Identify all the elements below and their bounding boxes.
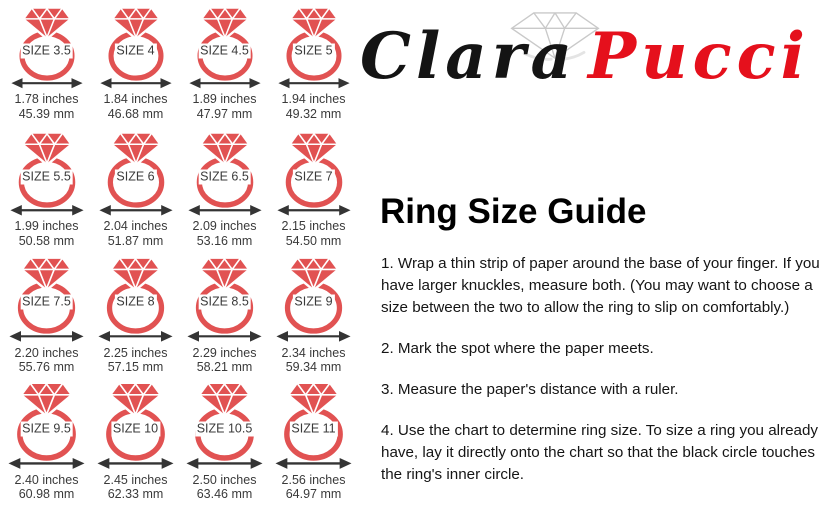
brand-name-clara: Clara bbox=[360, 19, 577, 94]
ring-diameter-mm: 59.34 mm bbox=[285, 360, 342, 374]
ring-graphic bbox=[8, 255, 85, 345]
ring-graphic bbox=[185, 380, 264, 472]
diamond-icon bbox=[201, 384, 248, 415]
ring-measurements bbox=[193, 346, 257, 375]
diamond-icon bbox=[113, 134, 159, 163]
ring-diameter-inches: 1.94 inches bbox=[281, 92, 346, 107]
ring-graphic bbox=[274, 380, 353, 472]
ring-measurements bbox=[104, 92, 168, 121]
diamond-icon bbox=[113, 9, 157, 38]
diamond-icon bbox=[291, 134, 337, 163]
ring-diameter-mm: 51.87 mm bbox=[107, 233, 164, 248]
ring-graphic bbox=[187, 130, 263, 218]
ring-size-cell bbox=[91, 380, 180, 505]
brand-name-pucci: Pucci bbox=[588, 19, 810, 94]
ring-diameter-inches: 1.84 inches bbox=[103, 92, 168, 107]
ring-measurements bbox=[15, 473, 79, 502]
diamond-icon bbox=[202, 9, 246, 38]
ring-size-label: SIZE 10 bbox=[112, 421, 159, 436]
ring-measurements bbox=[15, 92, 79, 121]
page-title: Ring Size Guide bbox=[380, 192, 647, 231]
ring-graphic bbox=[277, 5, 351, 91]
ring-size-cell bbox=[2, 5, 91, 130]
ring-size-cell bbox=[2, 380, 91, 505]
ring-size-label: SIZE 9 bbox=[294, 294, 333, 309]
ring-size-label: SIZE 3.5 bbox=[22, 43, 71, 58]
ring-size-label: SIZE 6.5 bbox=[200, 169, 249, 184]
diamond-icon bbox=[24, 134, 70, 163]
ring-graphic bbox=[96, 380, 175, 472]
ring-size-label: SIZE 10.5 bbox=[196, 421, 253, 436]
ring-measurements bbox=[282, 473, 346, 502]
diamond-icon bbox=[23, 384, 70, 415]
diamond-icon bbox=[202, 134, 248, 163]
ring-measurements bbox=[282, 346, 346, 375]
ring-diameter-mm: 63.46 mm bbox=[196, 487, 253, 502]
ring-diameter-inches: 2.09 inches bbox=[192, 219, 257, 234]
ring-measurements bbox=[193, 473, 257, 502]
ring-size-cell bbox=[2, 255, 91, 380]
ring-diameter-mm: 53.16 mm bbox=[196, 233, 253, 248]
ring-diameter-mm: 54.50 mm bbox=[285, 233, 342, 248]
ring-size-cell bbox=[91, 130, 180, 255]
diamond-icon bbox=[201, 259, 247, 289]
ring-size-label: SIZE 7.5 bbox=[22, 294, 71, 309]
ring-measurements bbox=[15, 346, 79, 375]
ring-diameter-inches: 2.29 inches bbox=[192, 345, 257, 360]
ring-size-cell bbox=[180, 130, 269, 255]
ring-graphic bbox=[186, 255, 263, 345]
ring-measurements bbox=[104, 473, 168, 502]
ring-graphic bbox=[10, 5, 84, 91]
ring-diameter-inches: 2.50 inches bbox=[192, 472, 257, 487]
ring-diameter-inches: 1.99 inches bbox=[14, 219, 79, 234]
instruction-step-3: 3. Measure the paper's distance with a ruler. bbox=[381, 381, 679, 398]
ring-diameter-inches: 2.20 inches bbox=[14, 345, 79, 360]
instruction-step-1: 1. Wrap a thin strip of paper around the base of your finger. If you have larger knuckles, measure both. (You may want to choose a size between the two to allow the ring to slip on comfortably.) bbox=[381, 255, 820, 316]
ring-diameter-mm: 62.33 mm bbox=[107, 487, 164, 502]
ring-diameter-inches: 1.89 inches bbox=[192, 92, 257, 107]
ring-diameter-inches: 2.34 inches bbox=[281, 345, 346, 360]
ring-measurements bbox=[104, 346, 168, 375]
ring-size-cell bbox=[180, 380, 269, 505]
ring-diameter-mm: 46.68 mm bbox=[107, 106, 164, 121]
ring-size-cell bbox=[91, 5, 180, 130]
ring-measurements bbox=[193, 219, 257, 248]
ring-size-cell bbox=[269, 380, 358, 505]
ring-graphic bbox=[275, 255, 352, 345]
ring-size-cell bbox=[269, 255, 358, 380]
ring-size-label: SIZE 8.5 bbox=[200, 294, 249, 309]
ring-graphic bbox=[188, 5, 262, 91]
ring-diameter-inches: 2.45 inches bbox=[103, 472, 168, 487]
ring-diameter-mm: 55.76 mm bbox=[18, 360, 75, 374]
ring-measurements bbox=[282, 219, 346, 248]
ring-size-cell bbox=[91, 255, 180, 380]
instruction-step-2: 2. Mark the spot where the paper meets. bbox=[381, 340, 654, 357]
ring-size-cell bbox=[2, 130, 91, 255]
ring-diameter-inches: 2.25 inches bbox=[103, 345, 168, 360]
ring-size-label: SIZE 5.5 bbox=[22, 169, 71, 184]
ring-diameter-mm: 49.32 mm bbox=[285, 106, 342, 121]
diamond-icon bbox=[290, 259, 336, 289]
ring-size-cell bbox=[180, 255, 269, 380]
ring-graphic bbox=[99, 5, 173, 91]
instructions-list bbox=[381, 253, 833, 486]
ring-diameter-mm: 60.98 mm bbox=[18, 487, 75, 502]
ring-measurements bbox=[282, 92, 346, 121]
ring-diameter-inches: 2.56 inches bbox=[281, 472, 346, 487]
ring-graphic bbox=[98, 130, 174, 218]
ring-diameter-inches: 2.15 inches bbox=[281, 219, 346, 234]
diamond-icon bbox=[112, 259, 158, 289]
ring-diameter-inches: 2.40 inches bbox=[14, 472, 79, 487]
diamond-icon bbox=[291, 9, 335, 38]
brand-logo bbox=[356, 8, 826, 118]
ring-graphic bbox=[9, 130, 85, 218]
ring-diameter-mm: 45.39 mm bbox=[18, 106, 75, 121]
ring-size-chart bbox=[2, 5, 358, 505]
ring-measurements bbox=[15, 219, 79, 248]
ring-size-label: SIZE 4 bbox=[116, 43, 155, 58]
ring-measurements bbox=[193, 92, 257, 121]
diamond-icon bbox=[112, 384, 159, 415]
ring-graphic bbox=[276, 130, 352, 218]
ring-diameter-mm: 64.97 mm bbox=[285, 487, 342, 502]
diamond-icon bbox=[23, 259, 69, 289]
ring-size-cell bbox=[180, 5, 269, 130]
ring-diameter-inches: 2.04 inches bbox=[103, 219, 168, 234]
ring-diameter-mm: 58.21 mm bbox=[196, 360, 253, 374]
ring-size-label: SIZE 7 bbox=[294, 169, 333, 184]
ring-diameter-mm: 57.15 mm bbox=[107, 360, 164, 374]
ring-size-label: SIZE 6 bbox=[116, 169, 155, 184]
ring-graphic bbox=[97, 255, 174, 345]
ring-measurements bbox=[104, 219, 168, 248]
ring-size-label: SIZE 11 bbox=[291, 421, 336, 436]
ring-size-label: SIZE 4.5 bbox=[200, 43, 249, 58]
diamond-icon bbox=[24, 9, 68, 38]
ring-size-label: SIZE 5 bbox=[294, 43, 333, 58]
ring-graphic bbox=[7, 380, 86, 472]
ring-size-cell bbox=[269, 130, 358, 255]
ring-size-label: SIZE 8 bbox=[116, 294, 155, 309]
ring-diameter-mm: 47.97 mm bbox=[196, 106, 253, 121]
ring-size-label: SIZE 9.5 bbox=[22, 421, 71, 436]
instruction-step-4: 4. Use the chart to determine ring size. To size a ring you already have, lay it directly onto the chart so that the black circle touches the ring's inner circle. bbox=[381, 422, 819, 483]
ring-diameter-mm: 50.58 mm bbox=[18, 233, 75, 248]
ring-diameter-inches: 1.78 inches bbox=[14, 92, 79, 107]
diamond-icon bbox=[290, 384, 337, 415]
ring-size-cell bbox=[269, 5, 358, 130]
